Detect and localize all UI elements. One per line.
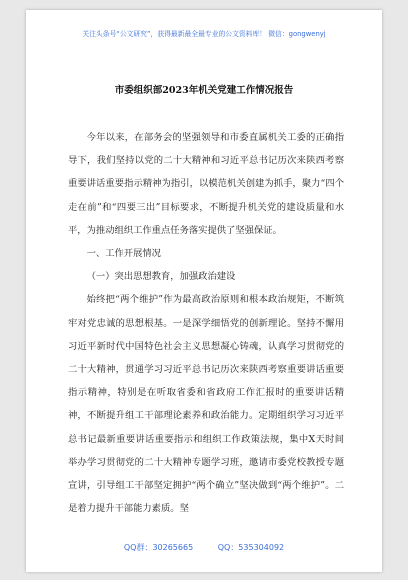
intro-paragraph: 今年以来，在部务会的坚强领导和市委直属机关工委的正确指导下，我们坚持以党的二十大精神和习近平总书记历次来陕西考察重要讲话重要指示精神为指引，以模范机关创建为抓手，聚力“四个走在前”和“四要三出”目标要求，不断提升机关党的建设质量和水平，为推动组织工作重点任务落实提供了坚强保证。 <box>68 132 344 236</box>
header-promo-note: 关注头条号“公文研究”，获得最新最全最专业的公文资料库！ 微信：gongwenyj <box>82 30 326 38</box>
footer-contact <box>26 542 382 553</box>
document-body <box>68 126 344 520</box>
footer-qq: QQ：535304092 <box>217 543 285 552</box>
body-paragraph: 始终把“两个维护”作为最高政治原则和根本政治规矩，不断筑牢对党忠诚的思想根基。一是深学细悟党的创新理论。坚持不懈用习近平新时代中国特色社会主义思想凝心铸魂，认真学习贯彻党的二十大精神，贯通学习习近平总书记历次来陕西考察重要讲话重要指示精神，特别是在听取省委和省政府工作汇报时的重要讲话精神，不断提升组工干部理论素养和政治能力。定期组织学习习近平总书记最新重要讲话重要指示和组织工作政策法规，集中X天时间举办学习贯彻党的二十大精神专题学习班，邀请市委党校教授专题宣讲，引导组工干部坚定拥护“两个确立”坚决做到“两个维护”。二是着力提升干部能力素质。坚 <box>68 294 344 515</box>
section-heading: 一、工作开展情况 <box>86 248 161 260</box>
document-title: 市委组织部2023年机关党建工作情况报告 <box>114 85 294 96</box>
footer-qq-group: QQ群：30265665 <box>123 543 194 552</box>
subsection-heading: （一）突出思想教育，加强政治建设 <box>86 271 236 283</box>
document-page <box>26 10 382 572</box>
